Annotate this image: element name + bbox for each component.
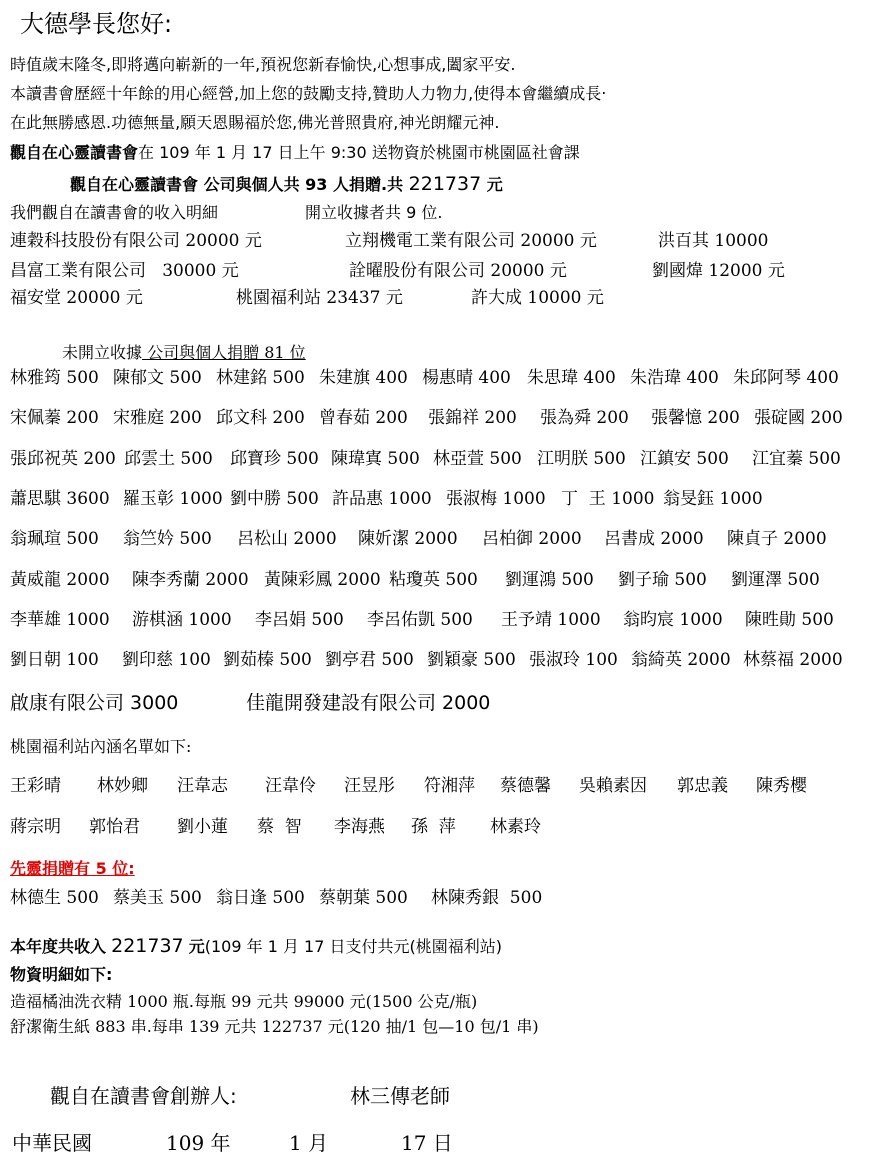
welfare-name: 劉小蓮 <box>177 817 228 837</box>
total-text: 公司與個人共 93 人捐贈.共 <box>198 175 409 194</box>
donor-entry: 劉亭君 500 <box>325 650 414 670</box>
welfare-name: 汪韋伶 <box>265 776 316 796</box>
donor-entry: 張碇國 200 <box>754 408 843 428</box>
founder-label: 觀自在讀書會創辦人: <box>50 1084 237 1108</box>
donor-entry: 黃威龍 2000 <box>10 570 110 590</box>
receipt-header-left: 我們觀自在讀書會的收入明細 <box>10 203 219 222</box>
welfare-name: 李海燕 <box>334 817 385 837</box>
donor-entry: 陳李秀蘭 2000 <box>132 570 249 590</box>
donor-entry: 陳妡潔 2000 <box>358 529 458 549</box>
intro-line-3: 在此無勝感恩.功德無量,願天恩賜福於您,佛光普照貴府,神光朗耀元神. <box>10 113 500 132</box>
donor-entry: 劉日朝 100 <box>10 650 99 670</box>
donor-entry: 李華雄 1000 <box>10 610 110 630</box>
deceased-entry: 林德生 500 <box>10 888 99 908</box>
receipt-donor: 福安堂 20000 元 <box>10 288 143 308</box>
donor-entry: 楊惠晴 400 <box>422 368 511 388</box>
founder-name: 林三傳老師 <box>350 1084 450 1108</box>
receipt-donor: 劉國煒 12000 元 <box>652 261 785 281</box>
donor-entry: 宋佩蓁 200 <box>10 408 99 428</box>
donor-entry: 李呂娟 500 <box>255 610 344 630</box>
date-era: 中華民國 <box>12 1131 92 1155</box>
welfare-name: 吳賴素因 <box>579 776 647 796</box>
company-entry: 佳龍開發建設有限公司 2000 <box>246 692 491 714</box>
welfare-name: 林素玲 <box>490 817 541 837</box>
donor-entry: 劉中勝 500 <box>230 489 319 509</box>
deceased-entry: 蔡美玉 500 <box>113 888 202 908</box>
receipt-donor: 連穀科技股份有限公司 20000 元 <box>10 231 262 251</box>
donor-entry: 翁綺英 2000 <box>631 650 731 670</box>
donor-entry: 林蔡福 2000 <box>743 650 843 670</box>
deceased-entry: 蔡朝葉 500 <box>319 888 408 908</box>
donor-entry: 林亞萱 500 <box>433 449 522 469</box>
intro-line-1: 時值歲末隆冬,即將邁向嶄新的一年,預祝您新春愉快,心想事成,闔家平安. <box>10 55 516 74</box>
donor-entry: 陳郁文 500 <box>113 368 202 388</box>
welfare-name: 王彩晴 <box>10 776 61 796</box>
total-amount: 221737 <box>408 173 482 195</box>
income-label: 本年度共收入 <box>10 937 107 956</box>
donor-entry: 翁昀宸 1000 <box>623 610 723 630</box>
total-unit: 元 <box>481 175 503 194</box>
donor-entry: 劉茹榛 500 <box>223 650 312 670</box>
delivery-text: 在 109 年 1 月 17 日上午 9:30 送物資於桃園市桃園區社會課 <box>138 143 580 162</box>
donor-entry: 邱寶珍 500 <box>230 449 319 469</box>
welfare-name: 汪韋志 <box>177 776 228 796</box>
receipt-donor: 許大成 10000 元 <box>471 288 604 308</box>
donor-entry: 呂柏御 2000 <box>482 529 582 549</box>
donor-entry: 朱建旗 400 <box>319 368 408 388</box>
donor-entry: 江鎮安 500 <box>640 449 729 469</box>
welfare-name: 符湘萍 <box>424 776 475 796</box>
donor-entry: 林雅筠 500 <box>10 368 99 388</box>
donor-entry: 張馨憶 200 <box>651 408 740 428</box>
welfare-header: 桃園福利站內涵名單如下: <box>10 737 192 756</box>
donor-entry: 翁旻鈺 1000 <box>663 489 763 509</box>
donor-entry: 粘瓊英 500 <box>389 570 478 590</box>
greeting: 大德學長您好: <box>20 10 173 38</box>
donor-entry: 張淑玲 100 <box>529 650 618 670</box>
donor-entry: 宋雅庭 200 <box>113 408 202 428</box>
total-org: 觀自在心靈讀書會 <box>70 175 199 194</box>
delivery-org: 觀自在心靈讀書會 <box>10 143 139 162</box>
donor-entry: 張錦祥 200 <box>428 408 517 428</box>
date-day: 17 日 <box>401 1131 453 1155</box>
donor-entry: 張淑梅 1000 <box>446 489 546 509</box>
donor-entry: 黃陳彩鳳 2000 <box>264 570 381 590</box>
donor-entry: 游棋涵 1000 <box>132 610 232 630</box>
income-rest: (109 年 1 月 17 日支付共元(桃園福利站) <box>204 937 502 956</box>
welfare-name: 蔡 智 <box>257 817 302 837</box>
receipt-header-right: 開立收據者共 9 位. <box>305 203 443 222</box>
income-unit: 元 <box>188 937 205 956</box>
date-month: 1 月 <box>289 1131 329 1155</box>
donor-entry: 朱思瑋 400 <box>527 368 616 388</box>
donor-entry: 劉印慈 100 <box>122 650 211 670</box>
donor-entry: 陳貞子 2000 <box>727 529 827 549</box>
no-receipt-underlined: 公司與個人捐贈 81 位 <box>142 343 306 362</box>
supply-item: 舒潔衛生紙 883 串.每串 139 元共 122737 元(120 抽/1 包—10 包/1 串) <box>10 1017 539 1036</box>
deceased-entry: 林陳秀銀 500 <box>431 888 543 908</box>
no-receipt-pre: 未開立收據 <box>62 343 143 362</box>
donor-entry: 張邱祝英 200 <box>10 449 116 469</box>
welfare-name: 郭忠義 <box>677 776 728 796</box>
donor-entry: 陳甠勛 500 <box>745 610 834 630</box>
delivery-line <box>10 145 580 161</box>
supplies-header: 物資明細如下: <box>10 965 113 984</box>
receipt-donor: 昌富工業有限公司 30000 元 <box>10 261 239 281</box>
donor-entry: 江宜蓁 500 <box>752 449 841 469</box>
income-amount: 221737 <box>111 935 184 957</box>
welfare-name: 汪昱彤 <box>344 776 395 796</box>
donor-entry: 翁竺妗 500 <box>123 529 212 549</box>
donor-entry: 呂書成 2000 <box>604 529 704 549</box>
donor-entry: 朱浩瑋 400 <box>630 368 719 388</box>
receipt-donor: 立翔機電工業有限公司 20000 元 <box>345 231 597 251</box>
donor-entry: 邱文科 200 <box>216 408 305 428</box>
receipt-donor: 洪百其 10000 <box>658 231 769 251</box>
donor-entry: 蕭思騏 3600 <box>10 489 110 509</box>
donor-entry: 張為舜 200 <box>540 408 629 428</box>
donor-entry: 李呂佑凱 500 <box>367 610 473 630</box>
receipt-donor: 桃園福利站 23437 元 <box>236 288 403 308</box>
company-entry: 啟康有限公司 3000 <box>10 692 179 714</box>
donor-entry: 劉穎豪 500 <box>427 650 516 670</box>
donor-entry: 劉運鴻 500 <box>505 570 594 590</box>
donor-entry: 翁珮瑄 500 <box>10 529 99 549</box>
welfare-name: 蔣宗明 <box>10 817 61 837</box>
donor-entry: 許品惠 1000 <box>332 489 432 509</box>
intro-line-2: 本讀書會歷經十年餘的用心經營,加上您的鼓勵支持,贊助人力物力,使得本會繼續成長‧ <box>10 84 607 103</box>
donor-entry: 王予靖 1000 <box>501 610 601 630</box>
donor-entry: 朱邱阿琴 400 <box>733 368 839 388</box>
donor-entry: 邱雲土 500 <box>124 449 213 469</box>
supply-item: 造福橘油洗衣精 1000 瓶.每瓶 99 元共 99000 元(1500 公克/瓶) <box>10 992 478 1011</box>
donor-entry: 呂松山 2000 <box>237 529 337 549</box>
welfare-name: 林妙卿 <box>97 776 148 796</box>
income-line <box>10 937 502 956</box>
no-receipt-header <box>62 345 306 361</box>
receipt-donor: 詮曜股份有限公司 20000 元 <box>349 261 567 281</box>
welfare-name: 蔡德馨 <box>500 776 551 796</box>
welfare-name: 郭怡君 <box>89 817 140 837</box>
total-line <box>70 175 503 194</box>
donor-entry: 陳瑋寘 500 <box>331 449 420 469</box>
donor-entry: 江明朕 500 <box>537 449 626 469</box>
donor-entry: 丁 王 1000 <box>561 489 655 509</box>
donor-entry: 林建銘 500 <box>216 368 305 388</box>
welfare-name: 陳秀櫻 <box>756 776 807 796</box>
donor-entry: 羅玉彰 1000 <box>123 489 223 509</box>
deceased-header: 先靈捐贈有 5 位: <box>10 859 135 878</box>
welfare-name: 孫 萍 <box>411 817 456 837</box>
deceased-entry: 翁日逢 500 <box>216 888 305 908</box>
date-year: 109 年 <box>166 1131 231 1155</box>
donor-entry: 劉子瑜 500 <box>618 570 707 590</box>
donor-entry: 曾春茹 200 <box>319 408 408 428</box>
donor-entry: 劉運澤 500 <box>731 570 820 590</box>
